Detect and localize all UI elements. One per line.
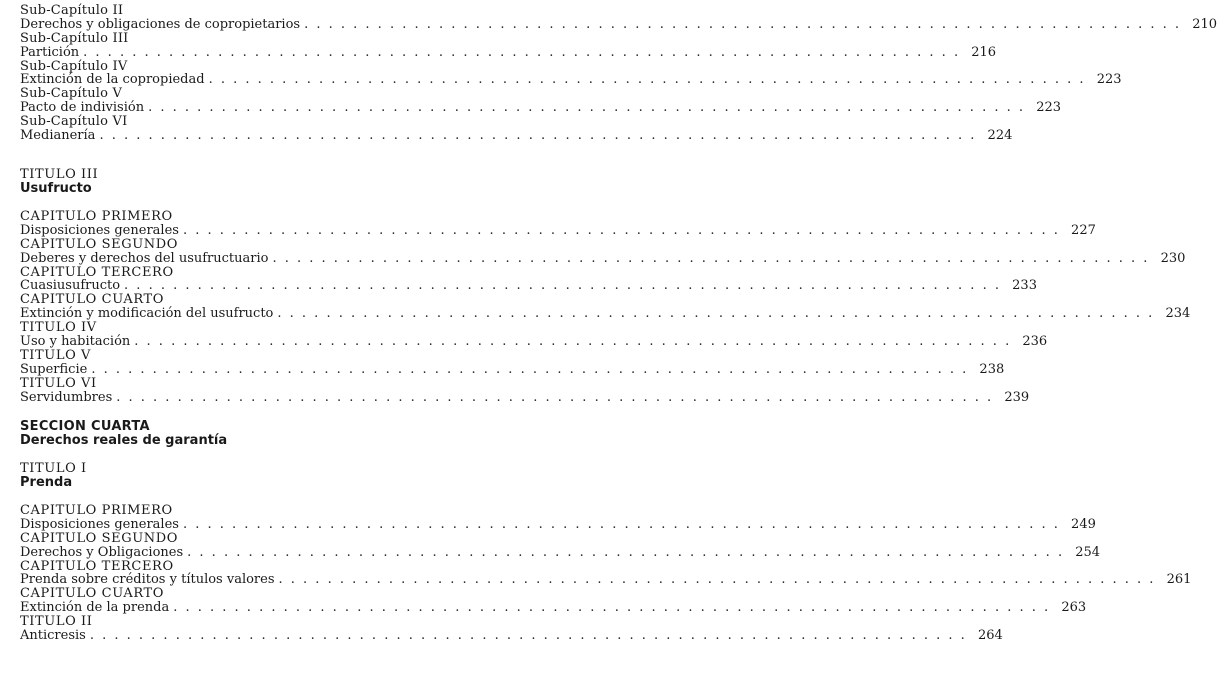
toc-leader-dots: . . . . . . . . . . . . . . . . . . . . . . . . . . . . . . . . . . . . . . . . . . . . . . . . . . . . . . . . . . . . . . . . . . . . . . . .: [99, 128, 977, 144]
toc-entry-label: Uso y habitación: [20, 334, 131, 350]
toc-leader-dots: . . . . . . . . . . . . . . . . . . . . . . . . . . . . . . . . . . . . . . . . . . . . . . . . . . . . . . . . . . . . . . . . . . . . . . . .: [208, 72, 1086, 88]
toc-page-number: 234: [1165, 306, 1191, 322]
toc-leader-dots: . . . . . . . . . . . . . . . . . . . . . . . . . . . . . . . . . . . . . . . . . . . . . . . . . . . . . . . . . . . . . . . . . . . . . . . .: [182, 222, 1060, 238]
toc-heading: CAPITULO CUARTO: [20, 586, 165, 602]
toc-heading: CAPITULO PRIMERO: [20, 209, 173, 224]
toc-entry-label: Derechos y obligaciones de copropietarios: [20, 16, 301, 32]
toc-leader-dots: . . . . . . . . . . . . . . . . . . . . . . . . . . . . . . . . . . . . . . . . . . . . . . . . . . . . . . . . . . . . . . . . . . . . . . . .: [83, 44, 961, 60]
toc-entry: [20, 544, 1101, 560]
toc-entry-label: Partición: [20, 44, 80, 60]
toc-heading: CAPITULO CUARTO: [20, 292, 165, 308]
toc-entry-label: Disposiciones generales: [20, 516, 179, 532]
toc-heading: TITULO IV: [20, 320, 97, 336]
toc-entry: [20, 572, 1192, 588]
toc-entry: [20, 16, 1217, 32]
toc-entry: [20, 628, 1003, 644]
toc-leader-dots: . . . . . . . . . . . . . . . . . . . . . . . . . . . . . . . . . . . . . . . . . . . . . . . . . . . . . . . . . . . . . . . . . . . . . . . .: [91, 361, 969, 377]
toc-block-titulo-iii: [20, 168, 568, 196]
toc-page-number: 254: [1075, 544, 1101, 560]
toc-entry-label: Medianería: [20, 128, 96, 144]
toc-subtitle: Usufructo: [20, 180, 92, 196]
toc-leader-dots: . . . . . . . . . . . . . . . . . . . . . . . . . . . . . . . . . . . . . . . . . . . . . . . . . . . . . . . . . . . . . . . . . . . . . . . .: [277, 306, 1155, 322]
toc-entry-label: Extinción de la copropiedad: [20, 72, 205, 88]
toc-page-number: 224: [987, 128, 1013, 144]
toc-subtitle: Derechos reales de garantía: [20, 432, 228, 448]
toc-heading: Sub-Capítulo V: [20, 86, 123, 102]
toc-block-seccion-cuarta: [20, 420, 568, 448]
toc-page-number: 264: [977, 628, 1003, 644]
toc-page-number: 263: [1061, 600, 1087, 616]
toc-heading: CAPITULO TERCERO: [20, 558, 174, 574]
toc-entry: [20, 278, 1037, 294]
toc-leader-dots: . . . . . . . . . . . . . . . . . . . . . . . . . . . . . . . . . . . . . . . . . . . . . . . . . . . . . . . . . . . . . . . . . . . . . . . .: [116, 389, 994, 405]
toc-heading: CAPITULO TERCERO: [20, 264, 174, 280]
toc-page-number: 210: [1192, 16, 1217, 32]
toc-entry: [20, 44, 997, 60]
toc-block-copropiedad: [20, 3, 1217, 144]
toc-entry-label: Anticresis: [20, 628, 86, 644]
toc-heading: TITULO V: [20, 347, 92, 363]
toc-entry-label: Derechos y Obligaciones: [20, 544, 184, 560]
toc-leader-dots: . . . . . . . . . . . . . . . . . . . . . . . . . . . . . . . . . . . . . . . . . . . . . . . . . . . . . . . . . . . . . . . . . . . . . . . .: [278, 572, 1156, 588]
toc-heading: TITULO II: [20, 614, 93, 630]
toc-heading: TITULO III: [20, 167, 99, 182]
toc-section-heading: SECCION CUARTA: [20, 419, 150, 434]
toc-entry: [20, 389, 1030, 405]
toc-heading: CAPITULO SEGUNDO: [20, 530, 179, 546]
toc-entry: [20, 361, 1005, 377]
toc-heading: TITULO VI: [20, 375, 97, 391]
toc-page-number: 238: [979, 361, 1005, 377]
toc-entry-label: Cuasiusufructo: [20, 278, 121, 294]
toc-entry: [20, 222, 1096, 238]
toc-page-number: 230: [1160, 250, 1186, 266]
toc-leader-dots: . . . . . . . . . . . . . . . . . . . . . . . . . . . . . . . . . . . . . . . . . . . . . . . . . . . . . . . . . . . . . . . . . . . . . . . .: [304, 16, 1182, 32]
toc-page-number: 261: [1166, 572, 1192, 588]
toc-entry: [20, 516, 1096, 532]
toc-leader-dots: . . . . . . . . . . . . . . . . . . . . . . . . . . . . . . . . . . . . . . . . . . . . . . . . . . . . . . . . . . . . . . . . . . . . . . . .: [89, 628, 967, 644]
toc-entry: [20, 128, 1013, 144]
toc-entry: [20, 72, 1122, 88]
toc-entry-label: Disposiciones generales: [20, 222, 179, 238]
toc-page-number: 227: [1071, 222, 1096, 238]
toc-entry-label: Servidumbres: [20, 389, 113, 405]
toc-leader-dots: . . . . . . . . . . . . . . . . . . . . . . . . . . . . . . . . . . . . . . . . . . . . . . . . . . . . . . . . . . . . . . . . . . . . . . . .: [187, 544, 1065, 560]
toc-heading: CAPITULO PRIMERO: [20, 503, 173, 518]
toc-heading: Sub-Capítulo IV: [20, 58, 128, 74]
toc-heading: CAPITULO SEGUNDO: [20, 236, 179, 252]
toc-entry-label: Pacto de indivisión: [20, 100, 145, 116]
toc-page-number: 216: [971, 44, 997, 60]
toc-leader-dots: . . . . . . . . . . . . . . . . . . . . . . . . . . . . . . . . . . . . . . . . . . . . . . . . . . . . . . . . . . . . . . . . . . . . . . . .: [148, 100, 1026, 116]
toc-leader-dots: . . . . . . . . . . . . . . . . . . . . . . . . . . . . . . . . . . . . . . . . . . . . . . . . . . . . . . . . . . . . . . . . . . . . . . . .: [173, 600, 1051, 616]
toc-heading: Sub-Capítulo III: [20, 30, 129, 46]
toc-entry-label: Extinción y modificación del usufructo: [20, 306, 274, 322]
toc-leader-dots: . . . . . . . . . . . . . . . . . . . . . . . . . . . . . . . . . . . . . . . . . . . . . . . . . . . . . . . . . . . . . . . . . . . . . . . .: [134, 334, 1012, 350]
toc-entry-label: Deberes y derechos del usufructuario: [20, 250, 269, 266]
toc-leader-dots: . . . . . . . . . . . . . . . . . . . . . . . . . . . . . . . . . . . . . . . . . . . . . . . . . . . . . . . . . . . . . . . . . . . . . . . .: [182, 516, 1060, 532]
toc-page-number: 223: [1036, 100, 1062, 116]
toc-page-number: 233: [1012, 278, 1037, 294]
toc-heading: Sub-Capítulo VI: [20, 114, 128, 130]
toc-entry: [20, 334, 1048, 350]
toc-entry: [20, 100, 1062, 116]
toc-leader-dots: . . . . . . . . . . . . . . . . . . . . . . . . . . . . . . . . . . . . . . . . . . . . . . . . . . . . . . . . . . . . . . . . . . . . . . . .: [272, 250, 1150, 266]
toc-block-usufructo-capitulos: [20, 209, 1191, 405]
toc-page-number: 223: [1096, 72, 1122, 88]
toc-subtitle: Prenda: [20, 474, 73, 490]
toc-entry-label: Superficie: [20, 361, 88, 377]
toc-heading: Sub-Capítulo II: [20, 3, 124, 18]
toc-block-prenda-capitulos: [20, 503, 1192, 644]
toc-block-titulo-i: [20, 462, 568, 490]
toc-entry: [20, 600, 1087, 616]
toc-entry-label: Prenda sobre créditos y títulos valores: [20, 572, 275, 588]
toc-heading: TITULO I: [20, 461, 87, 476]
toc-page-number: 249: [1071, 516, 1096, 532]
toc-entry: [20, 306, 1191, 322]
toc-leader-dots: . . . . . . . . . . . . . . . . . . . . . . . . . . . . . . . . . . . . . . . . . . . . . . . . . . . . . . . . . . . . . . . . . . . . . . . .: [124, 278, 1001, 294]
toc-entry-label: Extinción de la prenda: [20, 600, 170, 616]
toc-page-number: 236: [1022, 334, 1048, 350]
toc-page-number: 239: [1004, 389, 1030, 405]
toc-entry: [20, 250, 1186, 266]
